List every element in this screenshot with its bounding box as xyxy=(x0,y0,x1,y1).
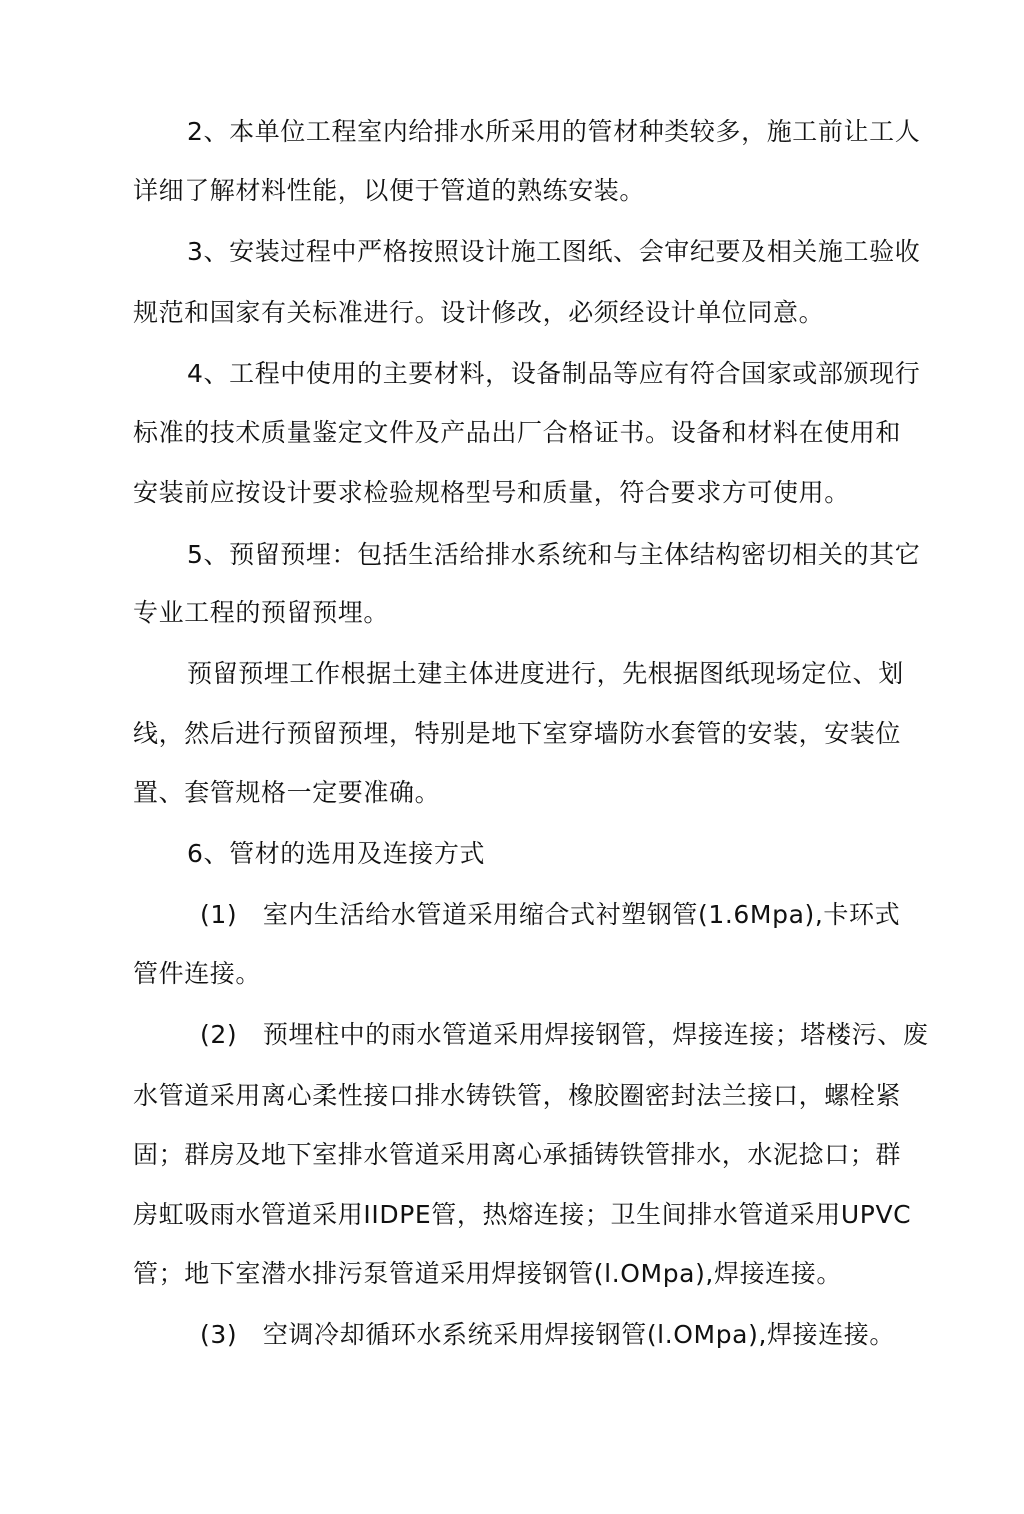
paragraph-5-line-2: 专业工程的预留预埋。 xyxy=(133,598,390,627)
paragraph-2-line-1: 2、本单位工程室内给排水所采用的管材种类较多，施工前让工人 xyxy=(187,117,921,146)
item-2-line-5: 管；地下室潜水排污泵管道采用焊接钢管(l.OMpa),焊接连接。 xyxy=(133,1259,842,1288)
paragraph-2-line-2: 详细了解材料性能，以便于管道的熟练安装。 xyxy=(133,176,646,205)
paragraph-reserve-line-3: 置、套管规格一定要准确。 xyxy=(133,778,441,807)
section-6-heading: 6、管材的选用及连接方式 xyxy=(187,839,486,868)
paragraph-3-line-2: 规范和国家有关标准进行。设计修改，必须经设计单位同意。 xyxy=(133,298,825,327)
item-2-line-2: 水管道采用离心柔性接口排水铸铁管，橡胶圈密封法兰接口，螺栓紧 xyxy=(133,1081,902,1110)
item-2-line-3: 固；群房及地下室排水管道采用离心承插铸铁管排水，水泥捻口；群 xyxy=(133,1140,902,1169)
item-1-line-2: 管件连接。 xyxy=(133,959,262,988)
item-2-line-4: 房虹吸雨水管道采用IIDPE管，热熔连接；卫生间排水管道采用UPVC xyxy=(133,1200,912,1229)
paragraph-4-line-1: 4、工程中使用的主要材料，设备制品等应有符合国家或部颁现行 xyxy=(187,359,921,388)
paragraph-reserve-line-2: 线，然后进行预留预埋，特别是地下室穿墙防水套管的安装，安装位 xyxy=(133,719,902,748)
item-1-line-1: (1) 室内生活给水管道采用缩合式衬塑钢管(1.6Mpa),卡环式 xyxy=(200,900,901,929)
paragraph-4-line-2: 标准的技术质量鉴定文件及产品出厂合格证书。设备和材料在使用和 xyxy=(133,418,902,447)
paragraph-5-line-1: 5、预留预埋：包括生活给排水系统和与主体结构密切相关的其它 xyxy=(187,540,921,569)
paragraph-4-line-3: 安装前应按设计要求检验规格型号和质量，符合要求方可使用。 xyxy=(133,478,850,507)
paragraph-3-line-1: 3、安装过程中严格按照设计施工图纸、会审纪要及相关施工验收 xyxy=(187,237,921,266)
paragraph-reserve-line-1: 预留预埋工作根据土建主体进度进行，先根据图纸现场定位、划 xyxy=(187,659,904,688)
item-3-line-1: (3) 空调冷却循环水系统采用焊接钢管(l.OMpa),焊接连接。 xyxy=(200,1320,895,1349)
item-2-line-1: (2) 预埋柱中的雨水管道采用焊接钢管，焊接连接；塔楼污、废 xyxy=(200,1020,929,1049)
